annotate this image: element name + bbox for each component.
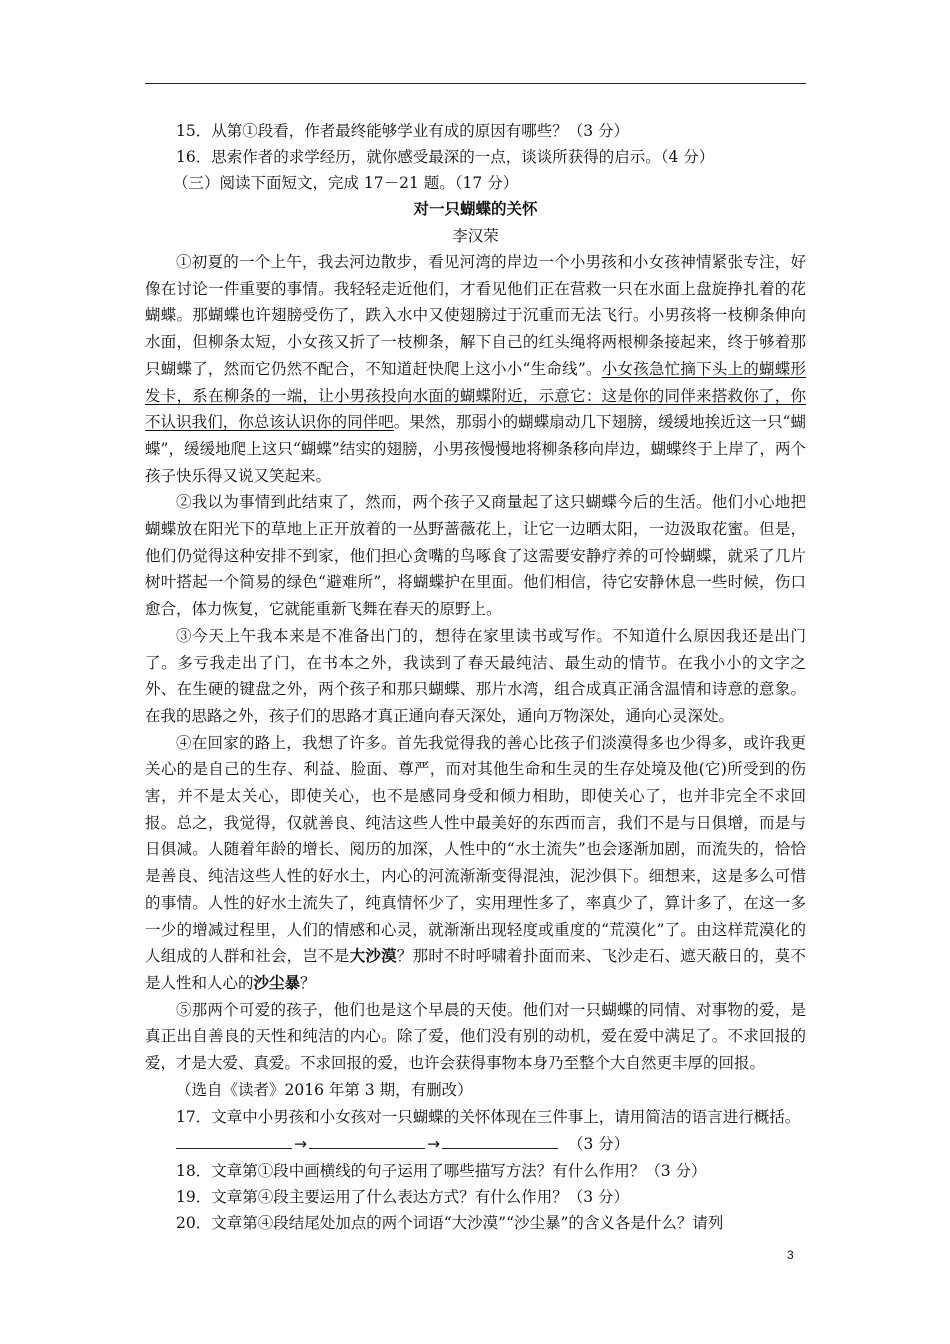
article-source: （选自《读者》2016 年第 3 期，有删改） — [176, 1080, 473, 1099]
answer-blank-3[interactable] — [442, 1132, 558, 1149]
paragraph-3: ③今天上午我本来是不准备出门的，想待在家里读书或写作。不知道什么原因我还是出门了。多亏我走出了门，在书本之外，我读到了春天最纯洁、最生动的情节。在我小小的文字之外、在生硬的键盘之外，两个孩子和那只蝴蝶、那片水湾，组合成真正涌含温情和诗意的意象。在我的思路之外，孩子们的思路才真正通向春天深处，通向万物深处，通向心灵深处。 — [145, 626, 806, 725]
article-author: 李汉荣 — [452, 227, 499, 245]
section-header: （三）阅读下面短文，完成 17－21 题。（17 分） — [173, 174, 519, 192]
question-15: 15．从第①段看，作者最终能够学业有成的原因有哪些？（3 分） — [176, 122, 630, 140]
paragraph-1-text: ①初夏的一个上午，我去河边散步，看见河湾的岸边一个小男孩和小女孩神情紧张专注，好像在讨论一件重要的事情。我轻轻走近他们，才看见他们正在营救一只在水面上盘旋挣扎着的花蝴蝶。那蝴蝶也许翅膀受伤了，跌入水中又使翅膀过于沉重而无法飞行。小男孩将一枝柳条伸向水面，但柳条太短，小女孩又折了一枝柳条，解下自己的红头绳将两根柳条接起来，终于够着那只蝴蝶了，然而它仍然不配合，不知道赶快爬上这小小“生命线”。 — [145, 253, 806, 378]
question-20: 20．文章第④段结尾处加点的两个词语“大沙漠”“沙尘暴”的含义各是什么？请列 — [176, 1213, 724, 1232]
question-19: 19．文章第④段主要运用了什么表达方式？有什么作用？（3 分） — [176, 1187, 630, 1206]
answer-blanks — [145, 1130, 806, 1158]
paragraph-1-end: 。果然，那弱小的蝴蝶扇动几下翅膀，缓缓地挨近这一只“蝴蝶”，缓缓地爬上这只“蝴蝶”结实的翅膀，小男孩慢慢地将柳条移向岸边，蝴蝶终于上岸了，两个孩子快乐得又说又笑起来。 — [145, 413, 806, 485]
question-18: 18．文章第①段中画横线的句子运用了哪些描写方法？有什么作用？（3 分） — [176, 1161, 707, 1180]
arrow-icon: → — [294, 1134, 307, 1153]
paragraph-1 — [145, 249, 806, 489]
question-17: 17．文章中小男孩和小女孩对一只蝴蝶的关怀体现在三件事上，请用简洁的语言进行概括。 — [176, 1107, 801, 1126]
header-rule — [145, 83, 806, 84]
underlined-sentence: 小女孩急忙摘下头上的蝴蝶形发卡，系在柳条的一端，让小男孩投向水面的蝴蝶附近，示意它：这是你的同伴来搭救你了，你不认识我们，你总该认识你的同伴吧 — [145, 359, 806, 432]
emphasized-word-desert: 大沙漠 — [349, 947, 397, 966]
article-text — [145, 249, 806, 1077]
paragraph-5: ⑤那两个可爱的孩子，他们也是这个早晨的天使。他们对一只蝴蝶的同情、对事物的爱，是真正出自善良的天性和纯洁的内心。除了爱，他们没有别的动机，爱在爱中满足了。不求回报的爱，才是大爱、真爱。不求回报的爱，也许会获得事物本身乃至整个大自然更丰厚的回报。 — [145, 1000, 806, 1073]
paragraph-2: ②我以为事情到此结束了，然而，两个孩子又商量起了这只蝴蝶今后的生活。他们小心地把蝴蝶放在阳光下的草地上正开放着的一丛野蔷薇花上，让它一边晒太阳，一边汲取花蜜。但是，他们仍觉得这种安排不到家，他们担心贪嘴的鸟啄食了这需要安静疗养的可怜蝴蝶，就采了几片树叶搭起一个简易的绿色“避难所”，将蝴蝶护在里面。他们相信，待它安静休息一些时候，伤口愈合，体力恢复，它就能重新飞舞在春天的原野上。 — [145, 493, 806, 619]
paragraph-4 — [145, 730, 806, 997]
question-16: 16．思索作者的求学经历，就你感受最深的一点，谈谈所获得的启示。（4 分） — [176, 148, 715, 166]
paragraph-4-middle: ？那时不时呼啸着扑面而来、飞沙走石、遮天蔽日的，莫不是人性和人心的 — [145, 947, 806, 992]
answer-blank-1[interactable] — [176, 1132, 292, 1149]
arrow-icon: → — [427, 1134, 440, 1153]
paragraph-4-text: ④在回家的路上，我想了许多。首先我觉得我的善心比孩子们淡漠得多也少得多，或许我更关心的是自己的生存、利益、脸面、尊严，而对其他生命和生灵的生存处境及他(它)所受到的伤害，并不是太关心，即使关心，也不是感同身受和倾力相助，即使关心了，也并非完全不求回报。总之，我觉得，仅就善良、纯洁这些人性中最美好的东西而言，我们不是与日俱增，而是与日俱减。人随着年龄的增长、阅历的加深，人性中的“水土流失”也会逐渐加剧，而流失的，恰恰是善良、纯洁这些人性的好水土，内心的河流渐渐变得混浊，泥沙俱下。细想来，这是多么可惜的事情。人性的好水土流失了，纯真情怀少了，实用理性多了，率真少了，算计多了，在这一多一少的增减过程里，人们的情感和心灵，就渐渐出现轻度或重度的“荒漠化”了。由这样荒漠化的人组成的人群和社会，岂不是 — [145, 733, 806, 966]
document-body — [145, 118, 806, 1236]
emphasized-word-sandstorm: 沙尘暴 — [253, 973, 301, 992]
page-number: 3 — [787, 1248, 794, 1262]
article-title: 对一只蝴蝶的关怀 — [413, 200, 538, 218]
paragraph-4-end: ？ — [300, 973, 316, 992]
answer-blank-2[interactable] — [309, 1132, 425, 1149]
question-17-score: （3 分） — [568, 1134, 630, 1153]
